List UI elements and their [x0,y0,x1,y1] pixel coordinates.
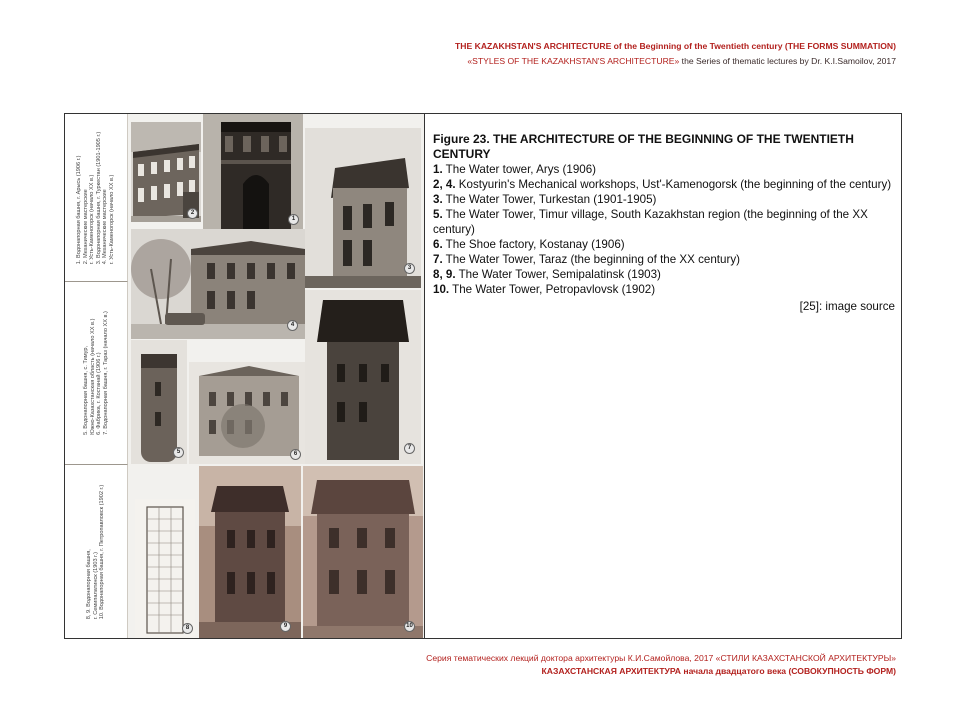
photo-badge: 4 [287,320,298,331]
figure-item-number: 3. [433,193,443,206]
figure-item-number: 6. [433,238,443,251]
collage-caption-text-2: 5. Водонапорная башня, с. Тимур, Южно-Казахстанская область (начало ХХ в.) 6. Фабрика, г. Костанай (1906 г.) 7. Водонапорная башня, г. Тараз (начало ХХ в.) [82,311,109,435]
figure-item [433,192,895,207]
header-author: the Series of thematic lectures by Dr. K.I.Samoilov, 2017 [679,56,896,66]
collage-caption-text-1: 1. Водонапорная башня, г. Арысь (1906 г.) 2. Механические мастерские г. Усть-Каменогорск (начало ХХ в.) 3. Водонапорная башня, г. Туркестан (1901-1905 г.) 4. Механические мастерские г. Усть-Каменогорск (начало ХХ в.) [76,131,116,264]
figure-item-text: The Shoe factory, Kostanay (1906) [442,238,625,251]
photo-badge: 5 [173,447,184,458]
photo-badge: 3 [404,263,415,274]
figure-item-text: The Water Tower, Semipalatinsk (1903) [455,268,661,281]
figure-item [433,267,895,282]
photo-collage [65,114,424,638]
figure-item-number: 5. [433,208,443,221]
collage-caption-2 [65,282,128,465]
figure-item-list [433,162,895,297]
photo-badge: 9 [280,621,291,632]
header-title: THE KAZAKHSTAN'S ARCHITECTURE [455,41,612,51]
figure-title: Figure 23. THE ARCHITECTURE OF THE BEGINNING OF THE TWENTIETH CENTURY [433,132,854,161]
photo-shoe-factory [189,362,305,464]
header-subtitle: of the Beginning of the Twentieth century (THE FORMS SUMMATION) [611,41,896,51]
figure-item-number: 1. [433,163,443,176]
photo-water-tower-arys [203,114,303,229]
panel-divider [424,113,425,639]
collage-caption-1 [65,114,128,282]
figure-item [433,177,895,192]
figure-item-text: The Water Tower, Turkestan (1901-1905) [442,193,657,206]
photo-badge: 8 [182,623,193,634]
photo-badge: 7 [404,443,415,454]
figure-item-text: The Water Tower, Petropavlovsk (1902) [449,283,656,296]
figure-item [433,207,895,237]
photo-workshops-street [131,229,305,339]
photo-badge: 2 [187,208,198,219]
figure-item-number: 10. [433,283,450,296]
collage-caption-text-3: 8, 9. Водонапорная башня, г. Семипалатинск (1903 г.) 10. Водонапорная башня, г. Петропавловск (1902 г.) [86,484,106,619]
figure-item-number: 8, 9. [433,268,456,281]
header-series: «STYLES OF THE KAZAKHSTAN'S ARCHITECTURE» [467,56,680,66]
footer-line-2: КАЗАХСТАНСКАЯ АРХИТЕКТУРА начала двадцатого века (СОВОКУПНОСТЬ ФОРМ) [541,666,896,676]
header-line-2 [467,56,896,66]
header-line-1 [455,41,896,51]
figure-item [433,252,895,267]
photo-badge: 1 [288,214,299,225]
figure-item [433,162,895,177]
photo-water-tower-timur [131,340,187,464]
figure-item [433,282,895,297]
photo-water-tower-taraz [305,290,421,464]
photo-water-tower-turkestan [305,128,421,288]
collage-caption-3 [65,465,128,638]
photo-water-tower-petropavlovsk [303,466,423,638]
figure-item-number: 2, 4. [433,178,456,191]
photo-water-tower-semipalatinsk [199,466,301,638]
photo-workshops-building [131,122,201,222]
figure-caption-panel [433,132,895,314]
footer-line-1: Серия тематических лекций доктора архитектуры К.И.Самойлова, 2017 «СТИЛИ КАЗАХСТАНСКОЙ АРХИТЕКТУРЫ» [426,653,896,663]
figure-item-text: Kostyurin's Mechanical workshops, Ust'-Kamenogorsk (the beginning of the century) [455,178,892,191]
figure-item-number: 7. [433,253,443,266]
photo-badge: 6 [290,449,301,460]
image-source: [25]: image source [799,300,895,313]
figure-item-text: The Water tower, Arys (1906) [442,163,597,176]
figure-item-text: The Water Tower, Timur village, South Kazakhstan region (the beginning of the XX century) [433,208,868,236]
figure-item [433,237,895,252]
figure-item-text: The Water Tower, Taraz (the beginning of the XX century) [442,253,740,266]
photo-water-tower-semipalatinsk-sketch [135,499,195,638]
photo-badge: 10 [404,621,415,632]
